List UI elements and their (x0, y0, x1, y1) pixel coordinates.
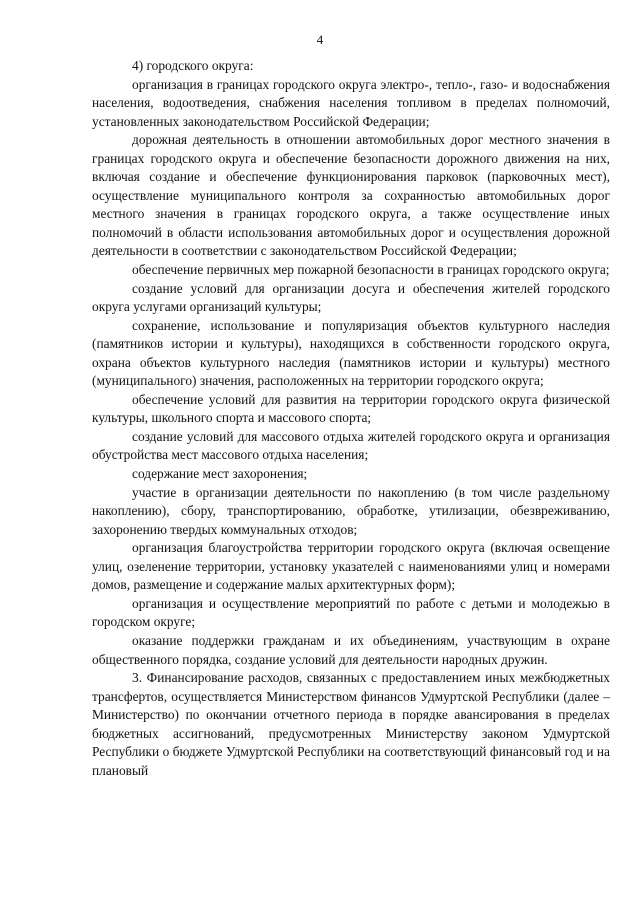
paragraph-sports: обеспечение условий для развития на территории городского округа физической культуры, школьного спорта и массового спорта; (92, 391, 610, 426)
paragraph-fire-safety: обеспечение первичных мер пожарной безопасности в границах городского округа; (132, 262, 610, 278)
paragraph-financing: 3. Финансирование расходов, связанных с предоставлением иных межбюджетных трансфертов, осуществляется Министерством финансов Удмуртской Республики (далее – Министерство) по окончании отчетного периода в порядке авансирования в пределах бюджетных ассигнований, предусмотренных Министерству законом Удмуртской Республики о бюджете Удмуртской Республики на соответствующий финансовый год и на плановый (92, 670, 610, 778)
paragraph-burial-places: содержание мест захоронения; (132, 466, 308, 482)
paragraph-road-activity: дорожная деятельность в отношении автомобильных дорог местного значения в границах городского округа и обеспечение безопасности дорожного движения на них, включая создание и обеспечение функционирования парковок (парковочных мест), осуществление муниципального контроля за сохранностью автомобильных дорог местного значения в границах городского округа, а также осуществление иных полномочий в области использования автомобильных дорог и осуществления дорожной деятельности в соответствии с законодательством Российской Федерации; (92, 132, 610, 259)
paragraph-landscaping: организация благоустройства территории городского округа (включая освещение улиц, озеленение территории, установку указателей с наименованиями улиц и номерами домов, размещение и содержание малых архитектурных форм); (92, 540, 610, 593)
document-body (92, 57, 610, 780)
paragraph-leisure-culture: создание условий для организации досуга и обеспечения жителей городского округа услугами организаций культуры; (92, 280, 610, 315)
section-heading-city-district: 4) городского округа: (132, 58, 254, 73)
paragraph-utilities-supply: организация в границах городского округа электро-, тепло-, газо- и водоснабжения населения, водоотведения, снабжения населения топливом в пределах полномочий, установленных законодательством Российской Федерации; (92, 76, 610, 129)
paragraph-mass-recreation: создание условий для массового отдыха жителей городского округа и организация обустройства мест массового отдыха населения; (92, 428, 610, 463)
page-number: 4 (316, 32, 324, 47)
paragraph-waste-management: участие в организации деятельности по накоплению (в том числе раздельному накоплению), сбору, транспортированию, обработке, утилизации, обезвреживанию, захоронению твердых коммунальных отходов; (92, 484, 610, 537)
paragraph-public-order: оказание поддержки гражданам и их объединениям, участвующим в охране общественного порядка, создание условий для деятельности народных дружин. (92, 632, 610, 667)
paragraph-cultural-heritage: сохранение, использование и популяризация объектов культурного наследия (памятников истории и культуры), находящихся в собственности городского округа, охрана объектов культурного наследия (памятников истории и культуры) местного (муниципального) значения, расположенных на территории городского округа; (92, 317, 610, 389)
paragraph-youth-work: организация и осуществление мероприятий по работе с детьми и молодежью в городском округе; (92, 595, 610, 630)
